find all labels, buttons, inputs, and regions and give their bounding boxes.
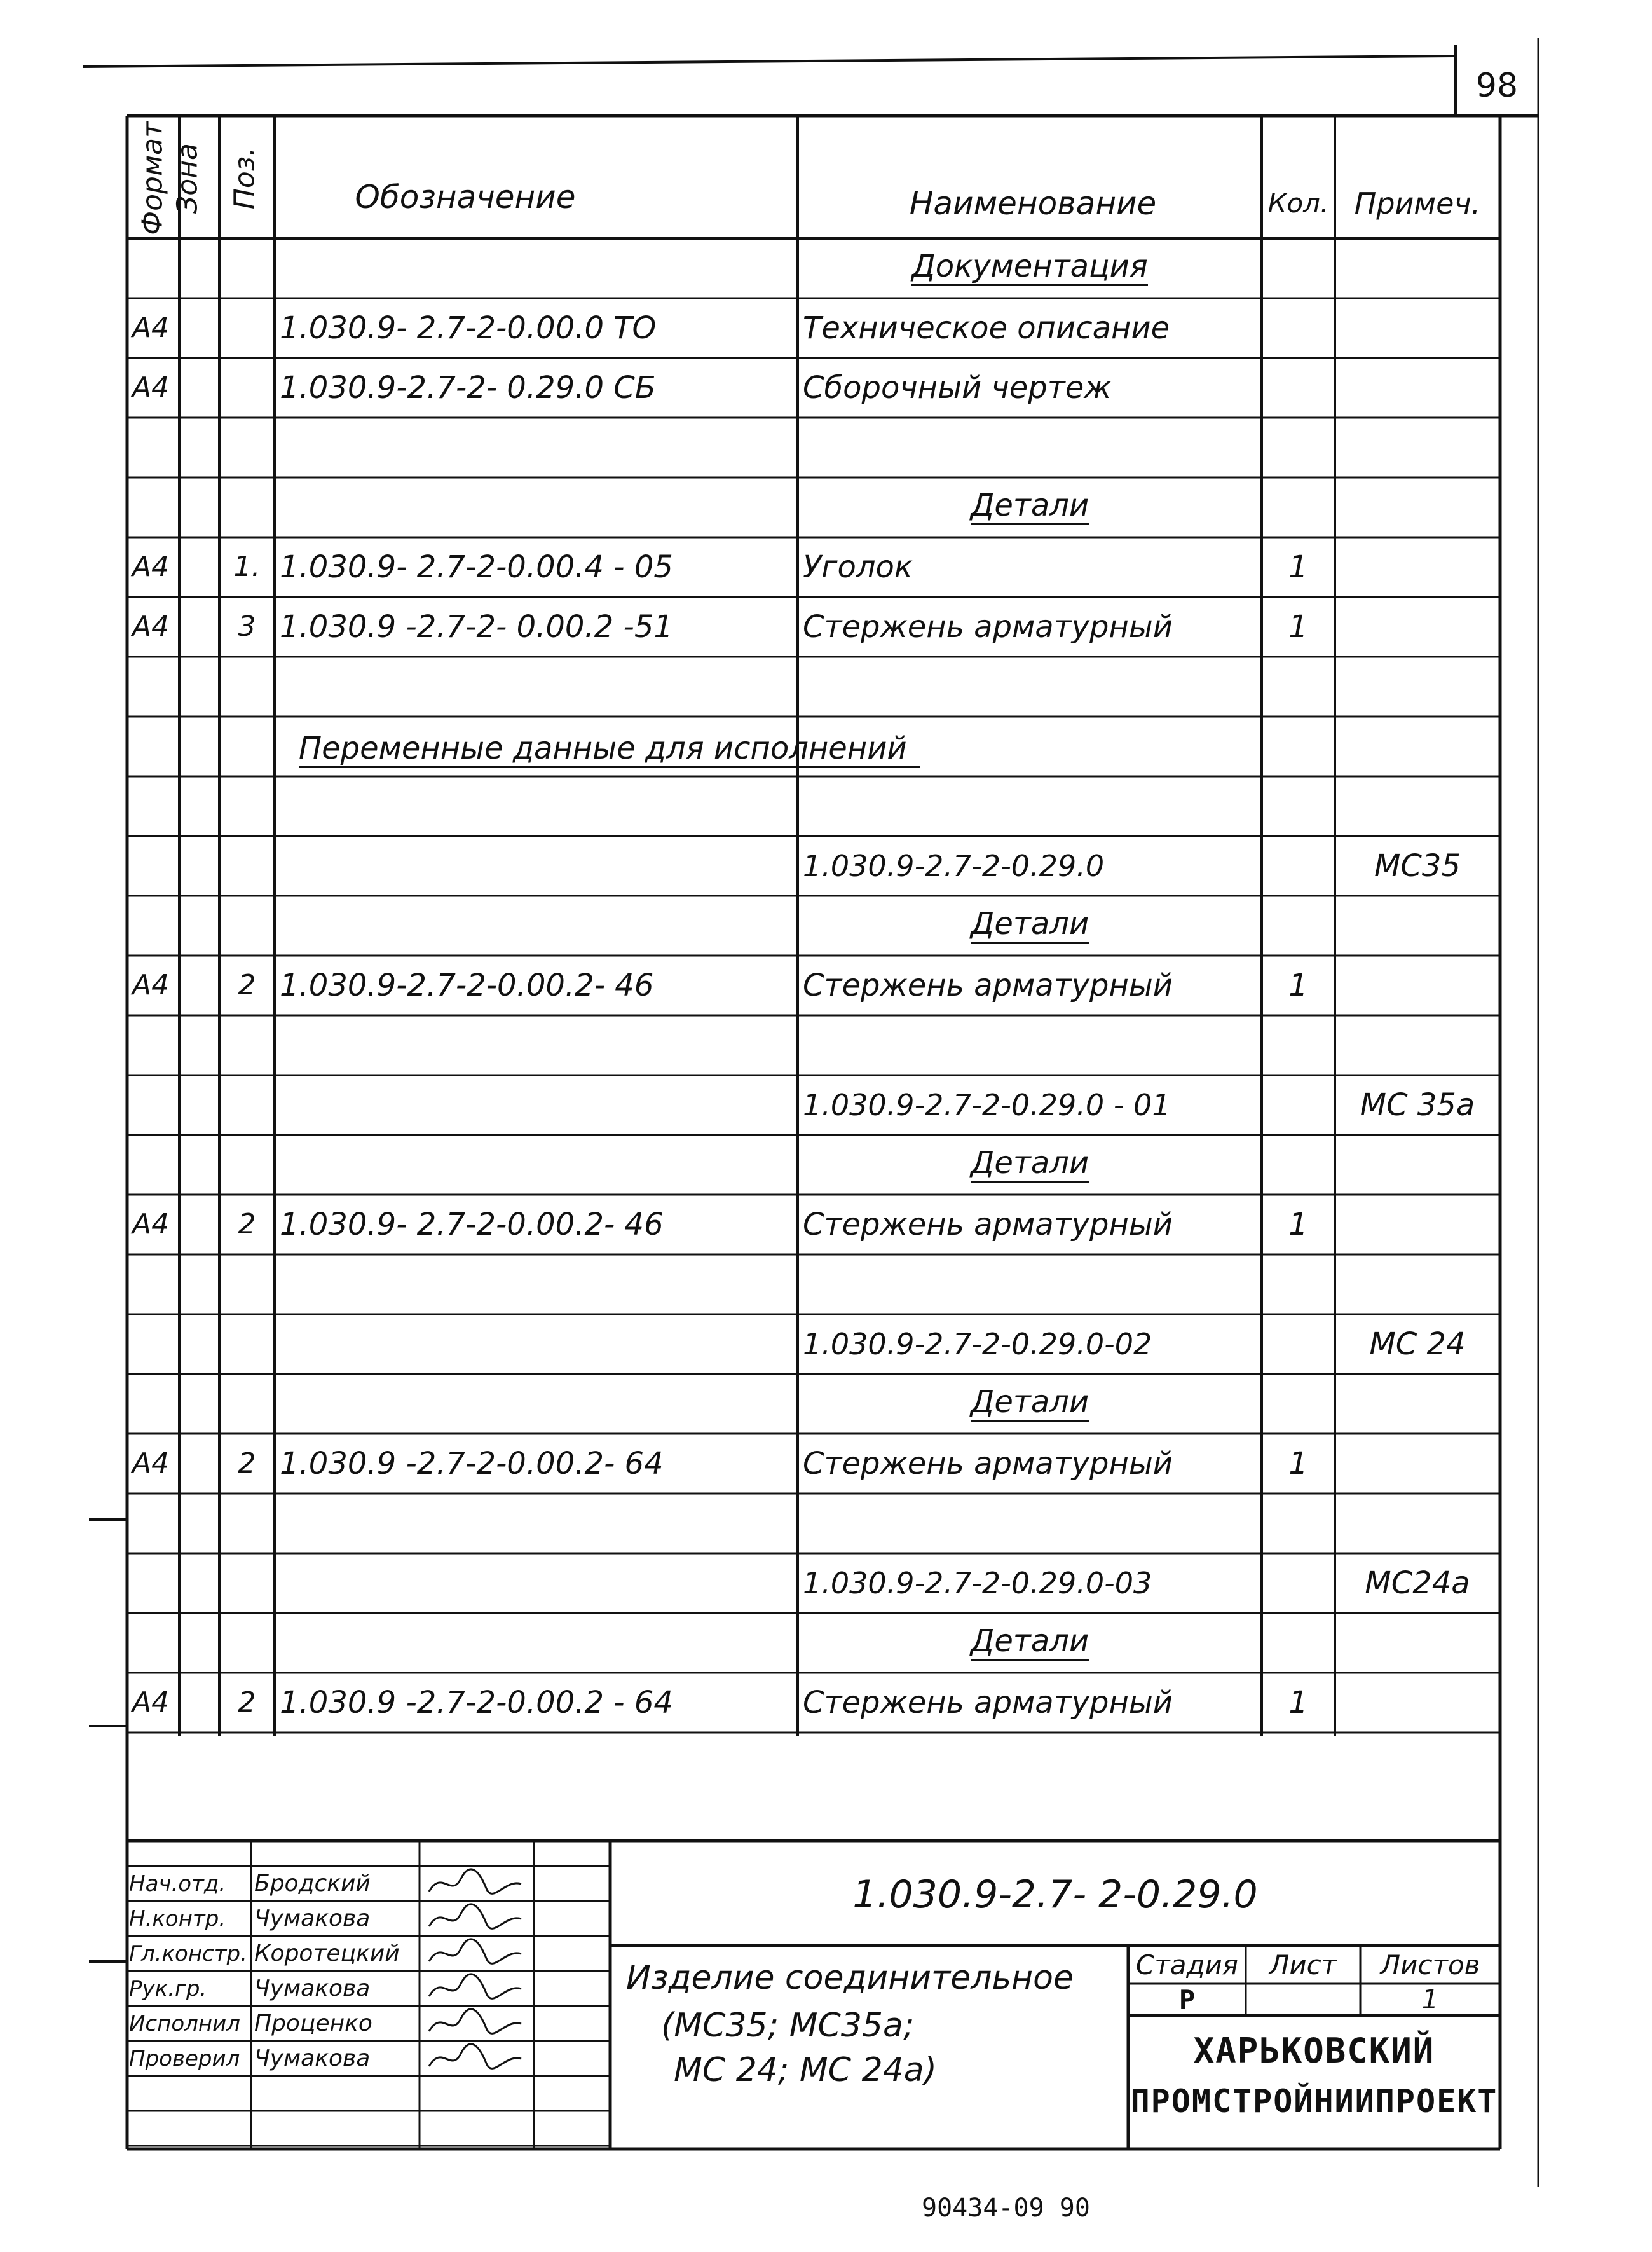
cell-designation [280, 1613, 793, 1673]
cell-designation [280, 1135, 793, 1195]
signature-name: Чумакова [254, 2045, 371, 2071]
cell-note [1340, 1015, 1495, 1075]
cell-note: МС 24 [1369, 1326, 1466, 1362]
cell-qty [1267, 1015, 1330, 1075]
cell-designation: 1.030.9 -2.7-2-0.00.2 - 64 [280, 1685, 673, 1720]
handwritten-signature [423, 1936, 531, 1971]
cell-format [132, 1374, 174, 1434]
cell-format: А4 [132, 312, 170, 344]
cell-note [1340, 717, 1495, 776]
cell-qty [1267, 1553, 1330, 1613]
handwritten-signature [423, 1971, 531, 2006]
cell-note [1340, 1135, 1495, 1195]
cell-pos [224, 1314, 270, 1374]
handwritten-signature [423, 2041, 531, 2076]
cell-designation [280, 896, 793, 956]
cell-qty [1267, 896, 1330, 956]
cell-note [1340, 1374, 1495, 1434]
cell-name: Детали [803, 1613, 1257, 1673]
signature-name: Бродский [254, 1870, 371, 1897]
cell-format [132, 776, 174, 836]
stage-value: Р [1178, 1984, 1196, 2015]
cell-designation: 1.030.9 -2.7-2- 0.00.2 -51 [280, 609, 673, 645]
cell-format: А4 [132, 1447, 170, 1480]
cell-qty: 1 [1288, 1207, 1308, 1242]
cell-designation [280, 477, 793, 537]
handwritten-signature [423, 1901, 531, 1936]
cell-pos: 2 [238, 1686, 256, 1719]
cell-name: Стержень арматурный [803, 609, 1173, 645]
cell-format: А4 [132, 1208, 170, 1240]
signature-role: Проверил [129, 2045, 240, 2071]
cell-format [132, 1553, 174, 1613]
cell-note [1340, 896, 1495, 956]
cell-name [803, 418, 1257, 477]
cell-name [803, 776, 1257, 836]
cell-note [1340, 657, 1495, 717]
cell-format: А4 [132, 610, 170, 643]
cell-pos [224, 896, 270, 956]
cell-qty [1267, 1314, 1330, 1374]
cell-format [132, 836, 174, 896]
cell-qty [1267, 1135, 1330, 1195]
cell-note [1340, 418, 1495, 477]
cell-pos: 2 [238, 969, 256, 1001]
cell-name: Стержень арматурный [803, 1446, 1173, 1481]
cell-note [1340, 1434, 1495, 1493]
signature-name: Коротецкий [254, 1940, 400, 1967]
cell-qty [1267, 298, 1330, 358]
cell-format: А4 [132, 371, 170, 404]
cell-name: 1.030.9-2.7-2-0.29.0-03 [803, 1566, 1152, 1600]
cell-pos [224, 1015, 270, 1075]
cell-pos: 2 [238, 1208, 256, 1240]
product-name-line1: Изделие соединительное [626, 1959, 1074, 1997]
cell-designation [280, 418, 793, 477]
cell-note: МС 35а [1360, 1087, 1475, 1123]
header-zone: Зона [171, 143, 204, 214]
cell-qty [1267, 418, 1330, 477]
cell-designation [280, 1553, 793, 1613]
stage-label: Стадия [1135, 1949, 1239, 1981]
signature-role: Нач.отд. [129, 1871, 226, 1897]
cell-qty [1267, 657, 1330, 717]
cell-format [132, 717, 174, 776]
cell-name: Стержень арматурный [803, 1685, 1173, 1720]
cell-note [1340, 238, 1495, 298]
cell-pos [224, 1613, 270, 1673]
cell-pos [224, 477, 270, 537]
cell-designation: 1.030.9- 2.7-2-0.00.2- 46 [280, 1207, 664, 1242]
cell-name: Стержень арматурный [803, 1207, 1173, 1242]
cell-format [132, 1314, 174, 1374]
cell-pos [224, 717, 270, 776]
signature-role: Н.контр. [129, 1905, 226, 1932]
cell-note: МС24а [1365, 1565, 1470, 1601]
cell-format [132, 1015, 174, 1075]
cell-pos [224, 1135, 270, 1195]
cell-pos [224, 1553, 270, 1613]
cell-pos: 1. [233, 551, 261, 583]
signature-role: Исполнил [129, 2010, 240, 2036]
sheets-label: Листов [1380, 1949, 1480, 1981]
cell-name: Техническое описание [803, 310, 1170, 346]
cell-qty [1267, 358, 1330, 418]
cell-qty: 1 [1288, 549, 1308, 585]
sheet-value [1246, 1984, 1360, 2015]
cell-note [1340, 1493, 1495, 1553]
cell-name: Детали [803, 1374, 1257, 1434]
cell-pos [224, 1075, 270, 1135]
cell-pos [224, 358, 270, 418]
cell-format [132, 477, 174, 537]
cell-designation [280, 238, 793, 298]
cell-format: А4 [132, 969, 170, 1001]
cell-format [132, 418, 174, 477]
cell-designation [280, 776, 793, 836]
cell-qty: 1 [1288, 1685, 1308, 1720]
cell-note [1340, 537, 1495, 597]
organization-name-line2: ПРОМСТРОЙНИИПРОЕКТ [1130, 2083, 1498, 2120]
cell-format: А4 [132, 551, 170, 583]
handwritten-signature [423, 2006, 531, 2041]
sheet-label: Лист [1269, 1949, 1337, 1981]
cell-pos: 3 [238, 610, 256, 643]
cell-note [1340, 597, 1495, 657]
signature-name: Чумакова [254, 1975, 371, 2001]
cell-format [132, 657, 174, 717]
product-name-line2: (МС35; МС35а; [661, 2007, 915, 2045]
cell-pos [224, 836, 270, 896]
page-number: 98 [1475, 67, 1519, 105]
organization-name-line1: ХАРЬКОВСКИЙ [1193, 2030, 1435, 2071]
cell-name: Уголок [803, 549, 913, 585]
cell-note [1340, 298, 1495, 358]
cell-format [132, 1135, 174, 1195]
cell-designation [280, 1493, 793, 1553]
cell-note [1340, 1613, 1495, 1673]
product-name-line3: МС 24; МС 24а) [674, 2051, 937, 2089]
cell-note [1340, 358, 1495, 418]
cell-name: 1.030.9-2.7-2-0.29.0-02 [803, 1327, 1152, 1361]
cell-qty: 1 [1288, 968, 1308, 1003]
cell-format [132, 896, 174, 956]
cell-designation [280, 1254, 793, 1314]
cell-name: Документация [803, 238, 1257, 298]
sheets-value: 1 [1421, 1984, 1439, 2015]
cell-format: А4 [132, 1686, 170, 1719]
cell-designation [280, 657, 793, 717]
signature-name: Проценко [254, 2010, 372, 2036]
cell-format [132, 1613, 174, 1673]
cell-designation [280, 836, 793, 896]
cell-format [132, 1493, 174, 1553]
cell-pos [224, 238, 270, 298]
cell-format [132, 238, 174, 298]
cell-name: Детали [803, 896, 1257, 956]
handwritten-signature [423, 1866, 531, 1901]
cell-qty [1267, 1254, 1330, 1314]
cell-name [803, 1493, 1257, 1553]
cell-qty [1267, 477, 1330, 537]
cell-qty: 1 [1288, 609, 1308, 645]
cell-designation [280, 1374, 793, 1434]
cell-designation: 1.030.9- 2.7-2-0.00.4 - 05 [280, 549, 673, 585]
cell-designation: 1.030.9-2.7-2-0.00.2- 46 [280, 968, 654, 1003]
cell-designation: 1.030.9 -2.7-2-0.00.2- 64 [280, 1446, 664, 1481]
cell-designation [280, 1075, 793, 1135]
header-qty: Кол. [1267, 188, 1329, 219]
header-format: Формат [136, 121, 169, 235]
cell-note [1340, 477, 1495, 537]
cell-pos [224, 1374, 270, 1434]
cell-pos [224, 418, 270, 477]
cell-qty: 1 [1288, 1446, 1308, 1481]
cell-pos [224, 1493, 270, 1553]
cell-qty [1267, 1613, 1330, 1673]
header-name: Наименование [909, 185, 1157, 222]
cell-pos [224, 657, 270, 717]
cell-format [132, 1075, 174, 1135]
cell-name [803, 1015, 1257, 1075]
cell-note [1340, 1673, 1495, 1733]
header-pos: Поз. [228, 147, 261, 210]
cell-name [803, 1254, 1257, 1314]
cell-note [1340, 776, 1495, 836]
cell-note [1340, 1254, 1495, 1314]
cell-qty [1267, 1374, 1330, 1434]
cell-name: 1.030.9-2.7-2-0.29.0 [803, 849, 1105, 883]
cell-designation: 1.030.9-2.7-2- 0.29.0 СБ [280, 370, 656, 406]
cell-qty [1267, 1075, 1330, 1135]
document-code: 1.030.9-2.7- 2-0.29.0 [852, 1872, 1258, 1917]
cell-designation: 1.030.9- 2.7-2-0.00.0 ТО [280, 310, 657, 346]
cell-qty [1267, 1493, 1330, 1553]
cell-designation [280, 1015, 793, 1075]
signature-name: Чумакова [254, 1905, 371, 1932]
cell-pos [224, 776, 270, 836]
signature-role: Рук.гр. [129, 1975, 207, 2001]
cell-name [803, 657, 1257, 717]
cell-name: 1.030.9-2.7-2-0.29.0 - 01 [803, 1088, 1171, 1122]
signature-role: Гл.констр. [129, 1940, 247, 1967]
cell-pos: 2 [238, 1447, 256, 1480]
cell-qty [1267, 836, 1330, 896]
variable-data-heading: Переменные данные для исполнений [299, 728, 1252, 772]
cell-note: МС35 [1374, 848, 1461, 884]
cell-designation [280, 1314, 793, 1374]
cell-name: Детали [803, 1135, 1257, 1195]
cell-name: Детали [803, 477, 1257, 537]
cell-qty [1267, 238, 1330, 298]
cell-note [1340, 1195, 1495, 1254]
cell-name: Стержень арматурный [803, 968, 1173, 1003]
header-note: Примеч. [1354, 186, 1481, 221]
cell-note [1340, 956, 1495, 1015]
cell-qty [1267, 717, 1330, 776]
archive-code: 90434-09 90 [922, 2194, 1090, 2223]
cell-name: Сборочный чертеж [803, 370, 1112, 406]
cell-qty [1267, 776, 1330, 836]
cell-pos [224, 298, 270, 358]
cell-format [132, 1254, 174, 1314]
cell-pos [224, 1254, 270, 1314]
header-designation: Обозначение [355, 179, 576, 216]
